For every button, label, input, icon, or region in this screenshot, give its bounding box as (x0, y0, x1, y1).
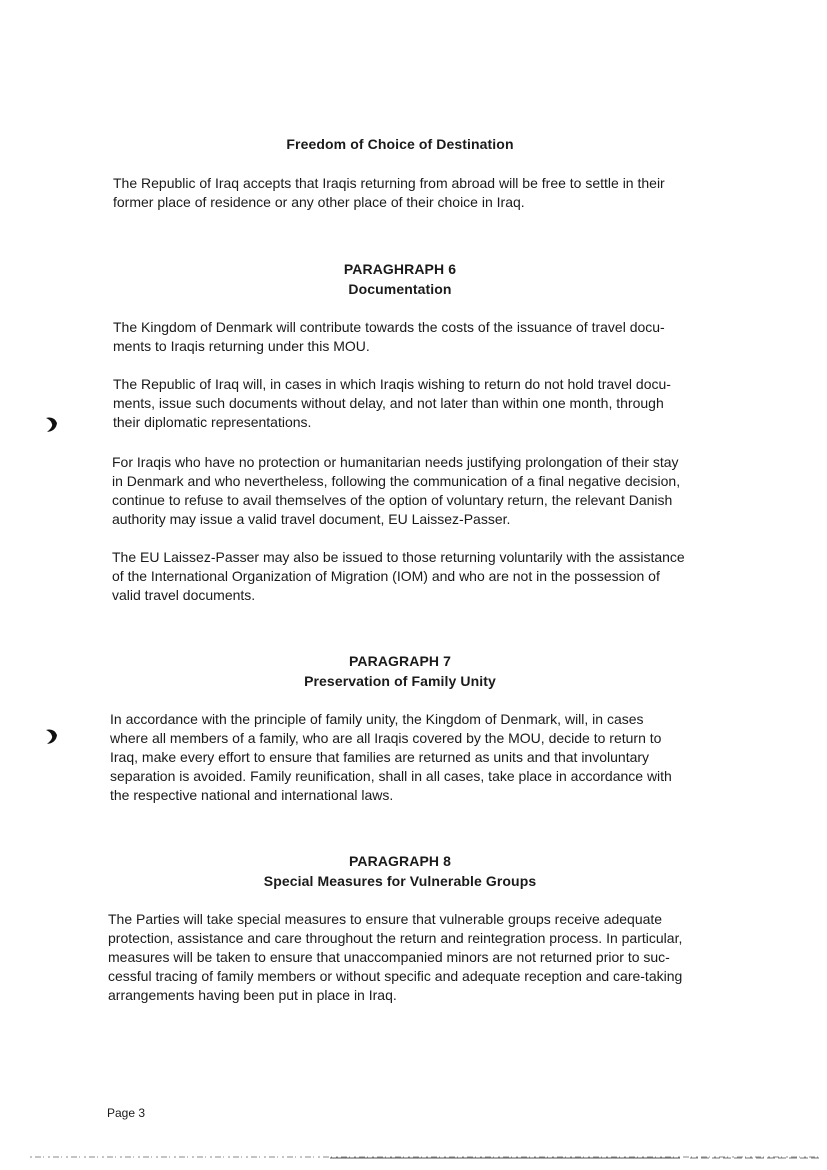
page-number: Page 3 (107, 1106, 146, 1120)
paragraph-freedom-1: The Republic of Iraq accepts that Iraqis returning from abroad will be free to settle in their former place of residence or any other place of their choice in Iraq. (113, 175, 665, 210)
paragraph-6-4: The EU Laissez-Passer may also be issued to those returning voluntarily with the assistance of the International Organization of Migration (IOM) and who are not in the possession of valid travel documents. (112, 549, 685, 603)
section-heading-paragraph-6 (0, 259, 800, 299)
punch-hole-mark (44, 415, 58, 433)
scan-edge-noise (30, 1154, 820, 1160)
heading-title: Special Measures for Vulnerable Groups (263, 873, 537, 889)
heading-number: PARAGHRAPH 6 (343, 261, 457, 277)
section-heading-paragraph-7 (0, 651, 800, 691)
paragraph-7-1: In accordance with the principle of family unity, the Kingdom of Denmark, will, in cases where all members of a family, who are all Iraqis covered by the MOU, decide to return to Iraq, make every effort to ensure that families are returned as units and that involuntary separation is avoided. Family reunification, shall in all cases, take place in accordance with the respective national and international laws. (110, 711, 672, 803)
heading-title: Preservation of Family Unity (304, 673, 496, 689)
paragraph-6-2: The Republic of Iraq will, in cases in which Iraqis wishing to return do not hold travel docu- ments, issue such documents without delay, and not later than within one month, through their diplomatic representations. (113, 376, 671, 430)
paragraph-6-1: The Kingdom of Denmark will contribute towards the costs of the issuance of travel docu- ments to Iraqis returning under this MOU. (113, 319, 665, 354)
heading-number: PARAGRAPH 7 (349, 653, 451, 669)
heading-title: Documentation (348, 281, 452, 297)
paragraph-8-1: The Parties will take special measures to ensure that vulnerable groups receive adequate protection, assistance and care throughout the return and reintegration process. In particular, measures will be taken to ensure that unaccompanied minors are not returned prior to suc- cessful tracing of family members or without specific and adequate reception and care-taking arrangements having been put in place in Iraq. (108, 911, 683, 1003)
section-heading-paragraph-8 (0, 851, 800, 891)
punch-hole-mark (44, 727, 58, 745)
paragraph-6-3: For Iraqis who have no protection or humanitarian needs justifying prolongation of their stay in Denmark and who nevertheless, following the communication of a final negative decision, continue to refuse to avail themselves of the option of voluntary return, the relevant Danish authority may issue a valid travel document, EU Laissez-Passer. (112, 454, 681, 527)
heading-number: PARAGRAPH 8 (349, 853, 451, 869)
heading-title: Freedom of Choice of Destination (286, 136, 514, 152)
section-heading-freedom (0, 134, 800, 154)
